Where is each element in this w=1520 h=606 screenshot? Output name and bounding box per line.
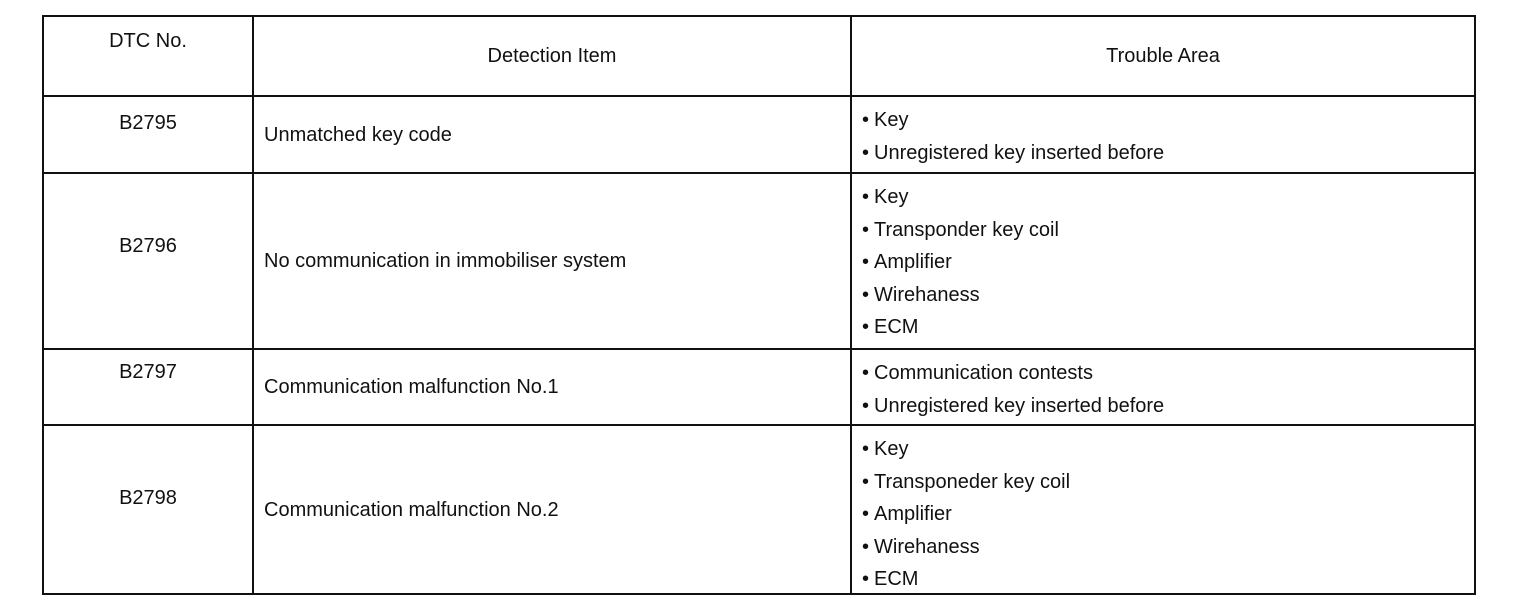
dtc-table — [42, 15, 1476, 595]
header-trouble-area: Trouble Area — [850, 17, 1474, 95]
table-header-row — [44, 17, 1474, 95]
dtc-code: B2798 — [119, 487, 177, 509]
header-detection-item: Detection Item — [252, 17, 850, 95]
bullet-icon: • — [862, 109, 870, 131]
trouble-area-item-text: Key — [874, 109, 909, 131]
trouble-area-item-text: Amplifier — [874, 251, 952, 273]
bullet-icon: • — [862, 283, 870, 306]
trouble-area-item — [862, 316, 1474, 349]
trouble-area-list — [862, 362, 1474, 427]
trouble-area-item — [862, 503, 1474, 536]
detection-item-text: Communication malfunction No.1 — [264, 376, 559, 398]
trouble-area-item-text: Wirehaness — [874, 283, 980, 306]
bullet-icon: • — [862, 470, 870, 493]
trouble-area-item — [862, 219, 1474, 252]
trouble-area — [850, 350, 1474, 424]
trouble-area-item — [862, 471, 1474, 504]
detection-item — [252, 174, 850, 348]
trouble-area-list — [862, 438, 1474, 601]
detection-item-text: Communication malfunction No.2 — [264, 498, 559, 521]
dtc-code: B2796 — [119, 235, 177, 257]
trouble-area-item — [862, 284, 1474, 317]
trouble-area-item — [862, 536, 1474, 569]
trouble-area-item-text: Transponeder key coil — [874, 470, 1071, 493]
trouble-area-list — [862, 109, 1474, 174]
detection-item — [252, 97, 850, 172]
table-row — [44, 348, 1474, 424]
trouble-area-item-text: Amplifier — [874, 503, 952, 525]
trouble-area-item — [862, 142, 1474, 175]
trouble-area-item-text: Wirehaness — [874, 535, 980, 558]
header-dtc-no: DTC No. — [109, 30, 187, 52]
detection-item-text: Unmatched key code — [264, 123, 452, 146]
bullet-icon: • — [862, 251, 870, 273]
trouble-area-item-text: ECM — [874, 316, 919, 338]
detection-item-text: No communication in immobiliser system — [264, 250, 627, 272]
table-row — [44, 424, 1474, 593]
trouble-area — [850, 97, 1474, 172]
trouble-area-item — [862, 395, 1474, 428]
trouble-area-item-text: Unregistered key inserted before — [874, 394, 1165, 417]
dtc-code: B2797 — [119, 361, 177, 383]
trouble-area-list — [862, 186, 1474, 349]
trouble-area-item — [862, 438, 1474, 471]
trouble-area — [850, 426, 1474, 593]
trouble-area — [850, 174, 1474, 348]
trouble-area-item-text: Unregistered key inserted before — [874, 141, 1165, 164]
table-row — [44, 95, 1474, 172]
trouble-area-item-text: Transponder key coil — [874, 218, 1059, 241]
trouble-area-item — [862, 109, 1474, 142]
trouble-area-item-text: ECM — [874, 568, 919, 590]
detection-item — [252, 426, 850, 593]
bullet-icon: • — [862, 438, 870, 460]
bullet-icon: • — [862, 316, 870, 338]
bullet-icon: • — [862, 141, 870, 164]
trouble-area-item-text: Key — [874, 186, 909, 208]
bullet-icon: • — [862, 186, 870, 208]
trouble-area-item — [862, 362, 1474, 395]
bullet-icon: • — [862, 535, 870, 558]
bullet-icon: • — [862, 362, 870, 384]
bullet-icon: • — [862, 218, 870, 241]
detection-item — [252, 350, 850, 424]
trouble-area-item — [862, 251, 1474, 284]
trouble-area-item — [862, 186, 1474, 219]
trouble-area-item-text: Communication contests — [874, 362, 1093, 384]
table-row — [44, 172, 1474, 348]
bullet-icon: • — [862, 568, 870, 590]
bullet-icon: • — [862, 503, 870, 525]
bullet-icon: • — [862, 394, 870, 417]
trouble-area-item — [862, 568, 1474, 601]
dtc-code: B2795 — [119, 112, 177, 134]
trouble-area-item-text: Key — [874, 438, 909, 460]
